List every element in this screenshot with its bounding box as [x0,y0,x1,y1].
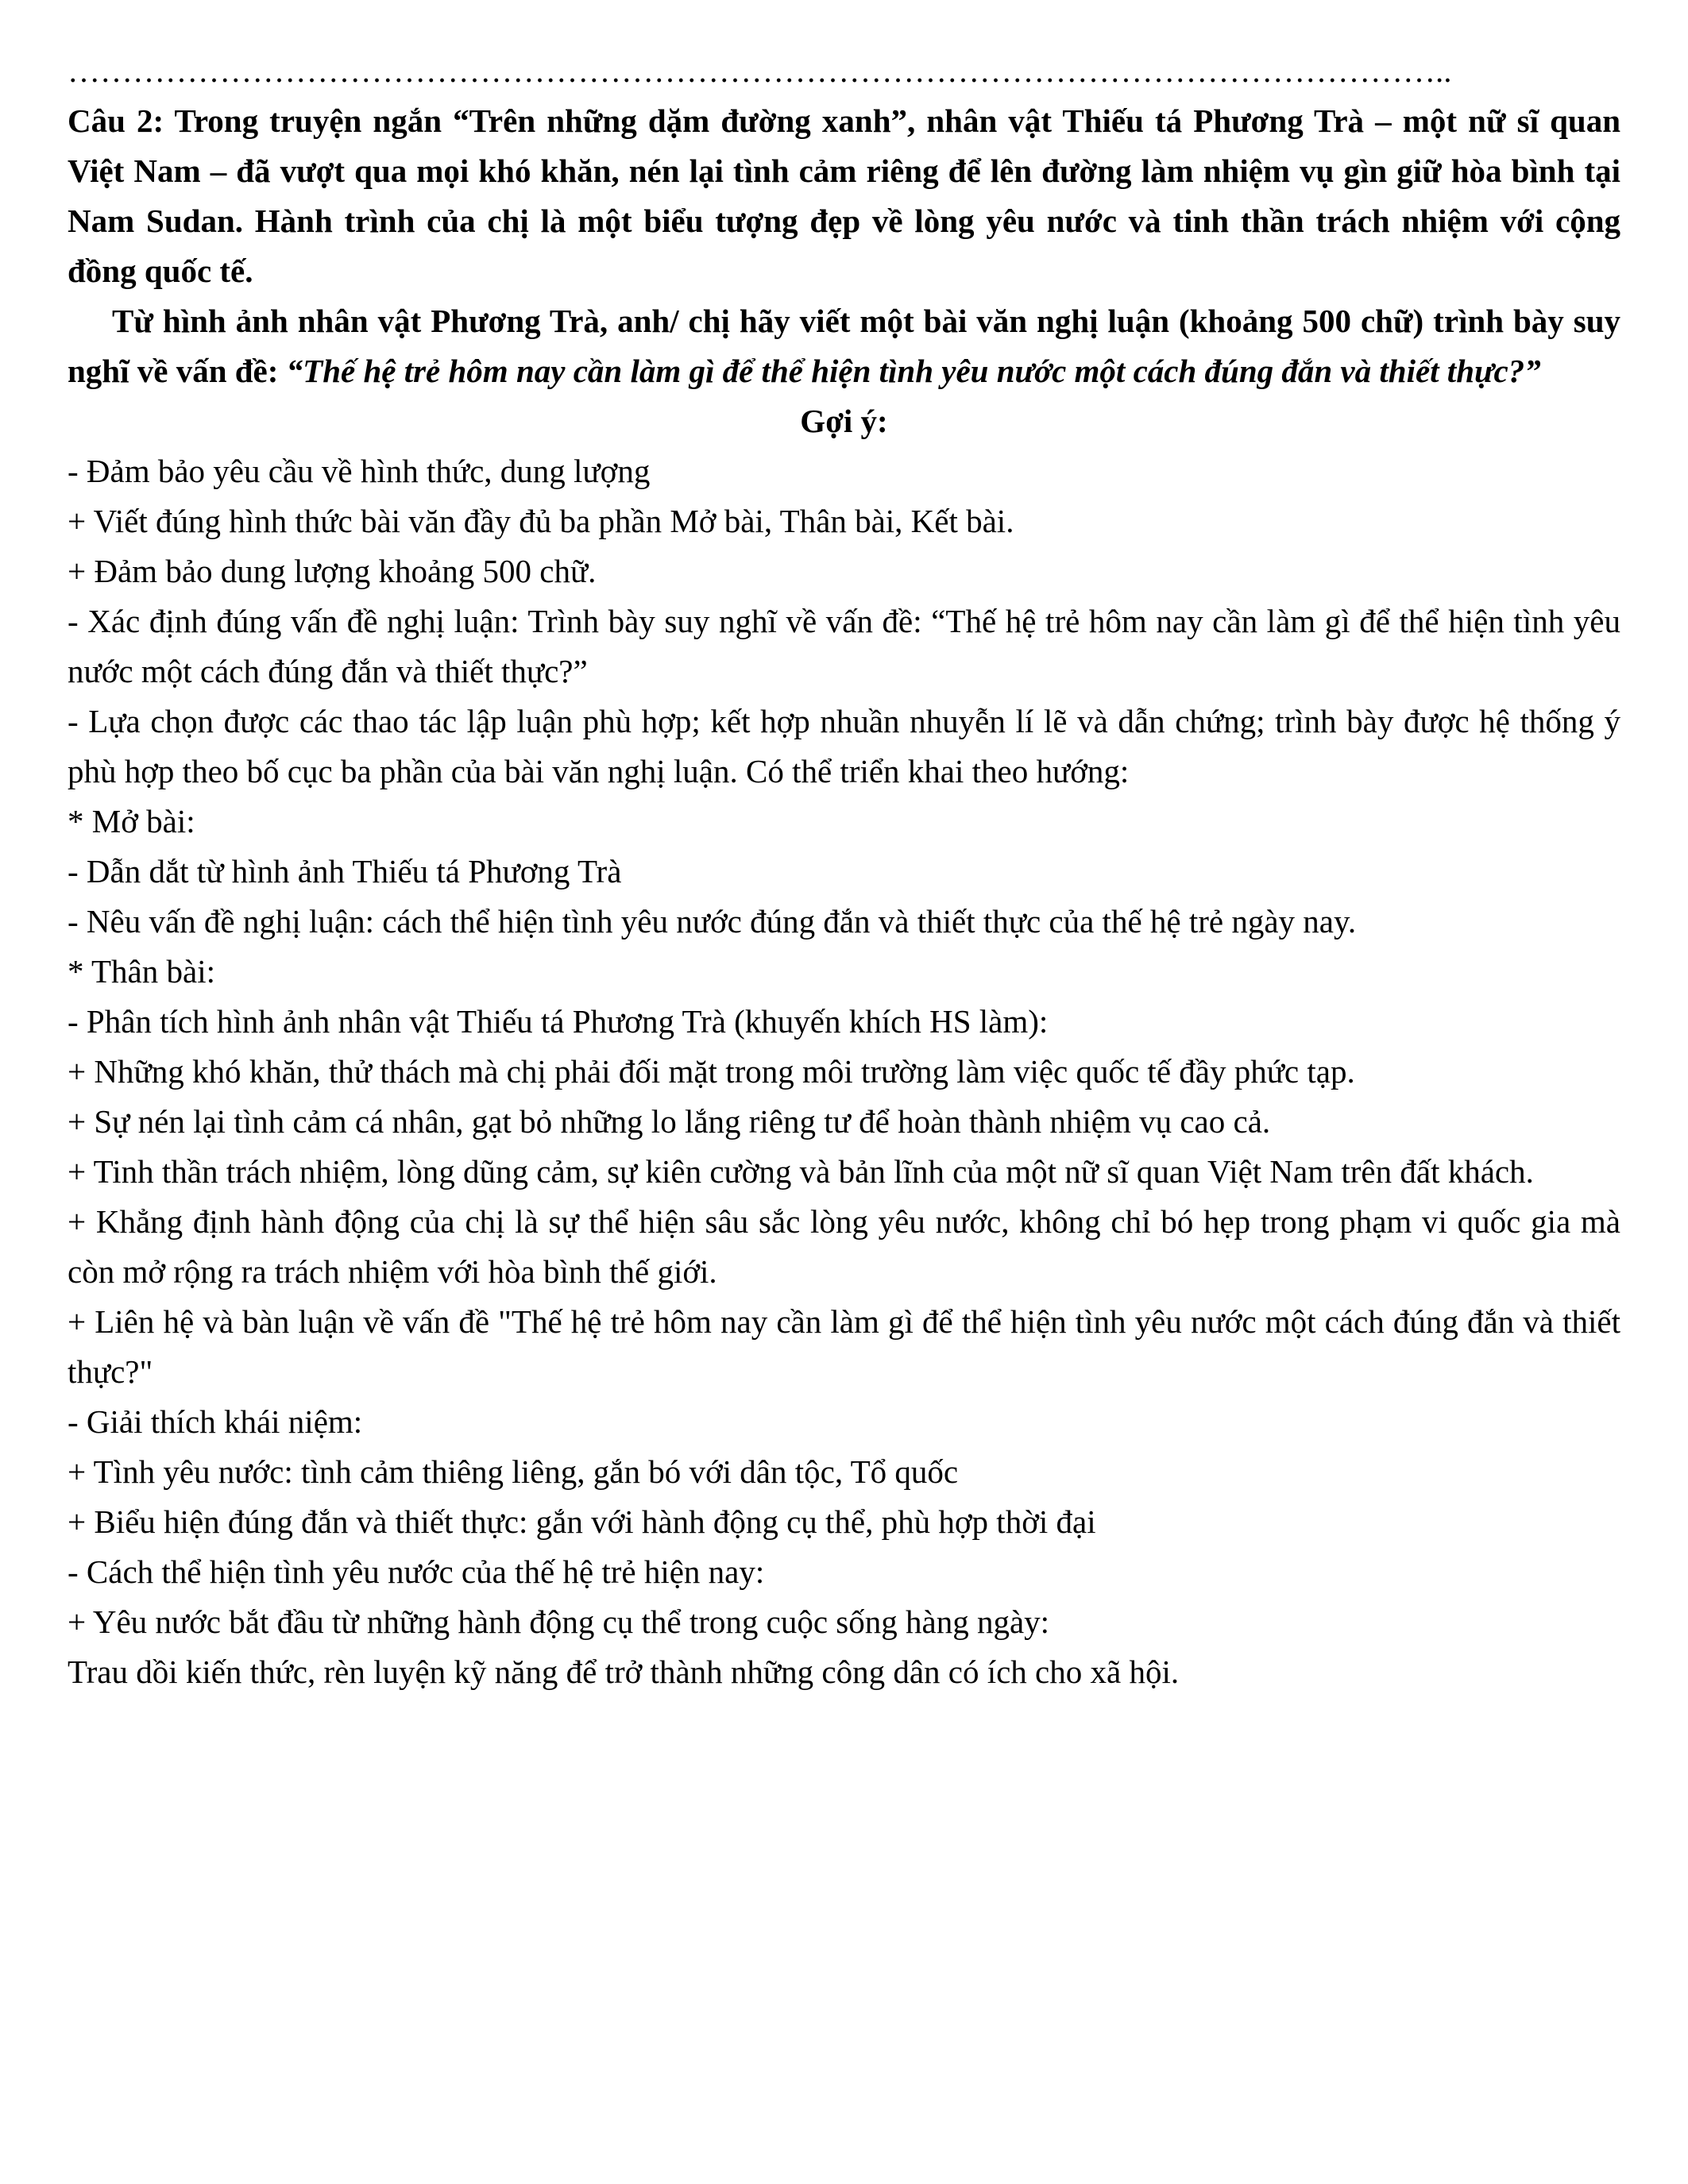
task-statement [68,296,1620,396]
guideline-item [68,847,1620,897]
text-segment: ……………………………………………………………………………………………………………….. [68,52,1452,89]
text-segment: + Yêu nước bắt đầu từ những hành động cụ thể trong cuộc sống hàng ngày: [68,1603,1050,1640]
guideline-item [68,1197,1620,1297]
text-segment: - Nêu vấn đề nghị luận: cách thể hiện tình yêu nước đúng đắn và thiết thực của thế hệ trẻ ngày nay. [68,903,1357,940]
section-mo-bai [68,797,1620,847]
text-segment: + Tình yêu nước: tình cảm thiêng liêng, gắn bó với dân tộc, Tổ quốc [68,1453,959,1490]
text-segment: + Khẳng định hành động của chị là sự thể hiện sâu sắc lòng yêu nước, không chỉ bó hẹp trong phạm vi quốc gia mà còn mở rộng ra trách nhiệm với hòa bình thế giới. [68,1203,1620,1290]
guideline-item [68,1297,1620,1397]
text-segment: * Thân bài: [68,953,215,990]
dots-line [68,46,1620,96]
goi-y-heading [68,396,1620,446]
guideline-item [68,1447,1620,1497]
guideline-item [68,897,1620,947]
question-statement [68,96,1620,296]
guideline-item [68,496,1620,546]
guideline-item [68,1147,1620,1197]
text-segment: - Xác định đúng vấn đề nghị luận: Trình bày suy nghĩ về vấn đề: “Thế hệ trẻ hôm nay cần làm gì để thể hiện tình yêu nước một cách đúng đắn và thiết thực?” [68,603,1620,689]
guideline-item [68,546,1620,596]
text-segment: Trau dồi kiến thức, rèn luyện kỹ năng để trở thành những công dân có ích cho xã hội. [68,1653,1180,1690]
text-segment: “Thế hệ trẻ hôm nay cần làm gì để thể hiện tình yêu nước một cách đúng đắn và thiết thực?” [286,353,1541,389]
text-segment: + Những khó khăn, thử thách mà chị phải đối mặt trong môi trường làm việc quốc tế đầy phức tạp. [68,1053,1355,1090]
guideline-item [68,596,1620,696]
text-segment: + Biểu hiện đúng đắn và thiết thực: gắn với hành động cụ thể, phù hợp thời đại [68,1503,1096,1540]
text-segment: + Tinh thần trách nhiệm, lòng dũng cảm, sự kiên cường và bản lĩnh của một nữ sĩ quan Việt Nam trên đất khách. [68,1153,1534,1190]
guideline-item [68,1647,1620,1697]
text-segment: - Đảm bảo yêu cầu về hình thức, dung lượng [68,453,651,489]
text-segment: - Phân tích hình ảnh nhân vật Thiếu tá Phương Trà (khuyến khích HS làm): [68,1003,1049,1040]
text-segment: + Sự nén lại tình cảm cá nhân, gạt bỏ những lo lắng riêng tư để hoàn thành nhiệm vụ cao cả. [68,1103,1271,1140]
text-segment: Gợi ý: [800,403,888,439]
guideline-item [68,997,1620,1047]
guideline-item [68,1497,1620,1547]
guideline-item [68,1397,1620,1447]
text-segment: + Đảm bảo dung lượng khoảng 500 chữ. [68,553,597,589]
text-segment: * Mở bài: [68,803,195,839]
text-segment: + Viết đúng hình thức bài văn đầy đủ ba phần Mở bài, Thân bài, Kết bài. [68,503,1014,539]
text-segment: - Lựa chọn được các thao tác lập luận phù hợp; kết hợp nhuần nhuyễn lí lẽ và dẫn chứng; trình bày được hệ thống ý phù hợp theo bố cục ba phần của bài văn nghị luận. Có thể triển khai theo hướng: [68,703,1620,789]
text-segment: - Cách thể hiện tình yêu nước của thế hệ trẻ hiện nay: [68,1553,765,1590]
text-segment: + Liên hệ và bàn luận về vấn đề "Thế hệ trẻ hôm nay cần làm gì để thể hiện tình yêu nước một cách đúng đắn và thiết thực?" [68,1303,1620,1390]
text-segment: - Dẫn dắt từ hình ảnh Thiếu tá Phương Trà [68,853,622,889]
guideline-item [68,1047,1620,1097]
guideline-item [68,1547,1620,1597]
text-segment: - Giải thích khái niệm: [68,1403,363,1440]
document-content [68,46,1620,1697]
section-than-bai [68,947,1620,997]
guideline-item [68,446,1620,496]
text-segment: Từ hình ảnh nhân vật Phương Trà, anh/ chị hãy viết một bài văn nghị luận (khoảng 500 chữ) trình bày suy nghĩ về vấn đề: [68,303,1620,389]
guideline-item [68,1097,1620,1147]
guideline-item [68,696,1620,797]
guideline-item [68,1597,1620,1647]
text-segment: Câu 2: Trong truyện ngắn “Trên những dặm đường xanh”, nhân vật Thiếu tá Phương Trà – một nữ sĩ quan Việt Nam – đã vượt qua mọi khó khăn, nén lại tình cảm riêng để lên đường làm nhiệm vụ gìn giữ hòa bình tại Nam Sudan. Hành trình của chị là một biểu tượng đẹp về lòng yêu nước và tinh thần trách nhiệm với cộng đồng quốc tế. [68,102,1620,289]
